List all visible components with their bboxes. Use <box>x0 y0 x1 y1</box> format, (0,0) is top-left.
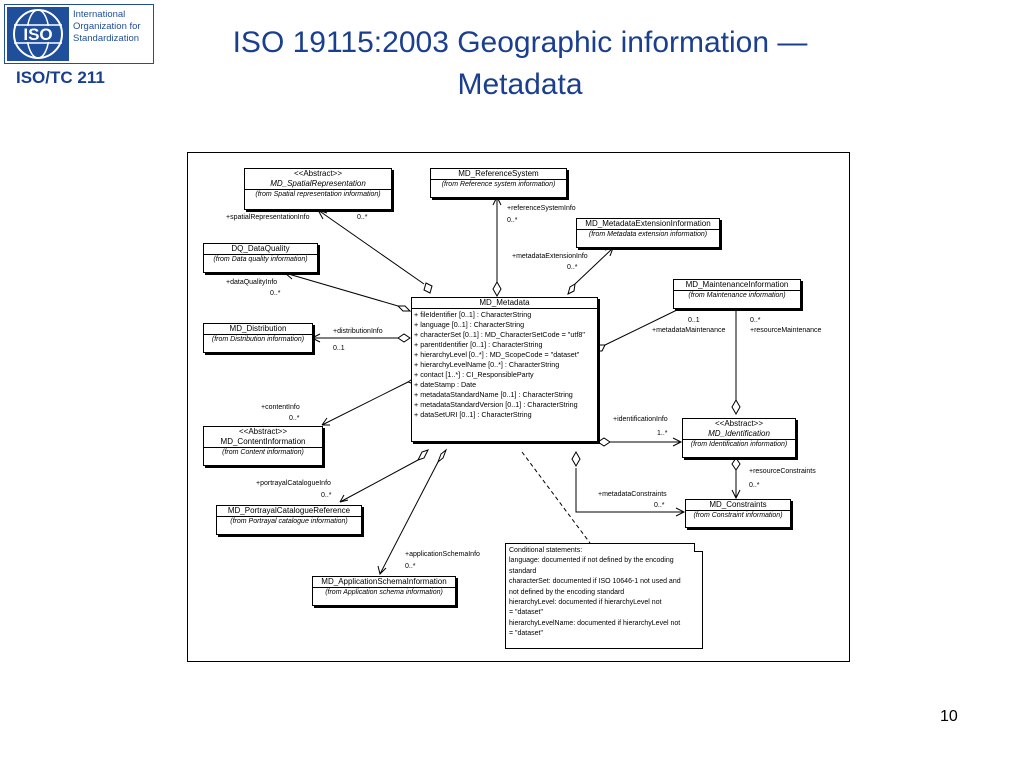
note-line: language: documented if not defined by the encoding <box>509 557 674 565</box>
appschema-class-name: MD_ApplicationSchemaInformation <box>321 577 447 586</box>
quality-aggregation-diamond <box>398 306 410 311</box>
content-class-name: MD_ContentInformation <box>220 437 306 446</box>
maintenance-class-name: MD_MaintenanceInformation <box>685 280 789 289</box>
iso-logo-letters: ISO <box>23 25 53 44</box>
metadata-attribute: + metadataStandardName [0..1] : CharacterString <box>414 390 573 399</box>
constraints-class-name: MD_Constraints <box>709 500 767 509</box>
extension-aggregation-diamond <box>568 284 575 294</box>
role-resource-maintenance: +resourceMaintenance <box>750 327 822 334</box>
class-md-constraints <box>685 499 791 528</box>
class-md-distribution <box>203 323 313 353</box>
role-resource-constraints: +resourceConstraints <box>749 468 816 475</box>
class-md-referencesystem <box>430 168 567 198</box>
mult-resource-constraints: 0..* <box>749 482 760 489</box>
metadata-attribute: + dateStamp : Date <box>414 380 477 389</box>
committee-label: ISO/TC 211 <box>16 68 105 87</box>
note-line: not defined by the encoding standard <box>509 588 625 596</box>
mult-portrayal: 0..* <box>321 492 332 499</box>
portrayal-package: (from Portrayal catalogue information) <box>230 518 348 525</box>
metadata-attribute: + language [0..1] : CharacterString <box>414 320 525 329</box>
class-md-spatialrepresentation <box>244 168 392 210</box>
resource-constraints-diamond <box>732 458 740 470</box>
metadata-class-name: MD_Metadata <box>479 298 530 307</box>
quality-association <box>285 273 398 306</box>
role-spatial: +spatialRepresentationInfo <box>226 214 310 221</box>
metadata-constraints-association <box>576 468 684 512</box>
extension-package: (from Metadata extension information) <box>588 231 708 238</box>
note-line: = "dataset" <box>509 609 543 617</box>
resource-maintenance-diamond <box>732 400 740 414</box>
metadata-attribute: + fileIdentifier [0..1] : CharacterString <box>414 310 532 319</box>
mult-metadata-constraints: 0..* <box>654 502 665 509</box>
class-dq-dataquality <box>203 243 318 273</box>
metadata-attribute: + characterSet [0..1] : MD_CharacterSetCode = "utf8" <box>414 330 585 339</box>
reference-package: (from Reference system information) <box>441 181 556 188</box>
metadata-attribute: + hierarchyLevel [0..*] : MD_ScopeCode = "dataset" <box>414 350 580 359</box>
note-line: Conditional statements: <box>509 547 583 554</box>
portrayal-class-name: MD_PortrayalCatalogueReference <box>227 506 351 515</box>
quality-class-name: DQ_DataQuality <box>231 244 290 253</box>
role-content: +contentInfo <box>261 404 300 411</box>
logo-line-3: Standardization <box>73 33 140 44</box>
identification-aggregation-diamond <box>598 438 610 446</box>
class-md-maintenanceinformation <box>673 279 801 309</box>
class-md-metadataextensioninformation <box>576 218 720 248</box>
metadata-attribute: + parentIdentifier [0..1] : CharacterString <box>414 340 543 349</box>
metadata-attribute: + dataSetURI [0..1] : CharacterString <box>414 410 532 419</box>
portrayal-aggregation-diamond <box>418 450 428 460</box>
appschema-aggregation-diamond <box>438 450 446 462</box>
mult-maintenance-1: 0..1 <box>688 317 700 324</box>
note-anchor-line <box>522 452 590 543</box>
note-line: hierarchyLevel: documented if hierarchyLevel not <box>509 599 662 607</box>
role-portrayal: +portrayalCatalogueInfo <box>256 480 331 487</box>
role-identification: +identificationInfo <box>613 416 668 423</box>
distribution-aggregation-diamond <box>398 334 410 342</box>
page-number: 10 <box>940 708 958 725</box>
content-stereotype: <<Abstract>> <box>238 427 288 436</box>
distribution-package: (from Distribution information) <box>211 336 305 343</box>
metadata-attribute: + contact [1..*] : CI_ResponsibleParty <box>414 370 534 379</box>
content-package: (from Content information) <box>222 449 304 456</box>
role-reference: +referenceSystemInfo <box>507 205 576 212</box>
quality-package: (from Data quality information) <box>213 256 308 263</box>
conditional-statements-note <box>505 543 703 649</box>
class-md-contentinformation <box>203 426 323 466</box>
metadata-attribute: + metadataStandardVersion [0..1] : CharacterString <box>414 400 578 409</box>
identification-package: (from Identification information) <box>690 441 788 448</box>
mult-appschema: 0..* <box>405 563 416 570</box>
class-md-metadata <box>411 297 598 442</box>
reference-class-name: MD_ReferenceSystem <box>458 169 539 178</box>
metadata-attribute-list <box>412 309 597 421</box>
note-line: standard <box>509 567 537 575</box>
mult-identification: 1..* <box>657 430 668 437</box>
portrayal-association <box>340 460 418 502</box>
role-metadata-maintenance: +metadataMaintenance <box>652 327 726 334</box>
mult-distribution: 0..1 <box>333 345 345 352</box>
mult-reference: 0..* <box>507 217 518 224</box>
class-md-applicationschemainformation <box>312 576 456 606</box>
spatial-association <box>318 210 424 284</box>
slide-title-line-1: ISO 19115:2003 Geographic information — <box>232 26 808 59</box>
spatial-aggregation-diamond <box>424 283 432 293</box>
note-line: hierarchyLevelName: documented if hierarchyLevel not <box>509 619 681 627</box>
spatial-class-name: MD_SpatialRepresentation <box>270 179 366 188</box>
extension-class-name: MD_MetadataExtensionInformation <box>585 219 711 228</box>
identification-stereotype: <<Abstract>> <box>714 419 764 428</box>
spatial-package: (from Spatial representation information) <box>255 191 381 198</box>
role-extension: +metadataExtensionInfo <box>512 253 588 260</box>
note-line: = "dataset" <box>509 630 543 638</box>
role-appschema: +applicationSchemaInfo <box>405 551 480 558</box>
constraints-package: (from Constraint information) <box>693 512 783 519</box>
class-md-portrayalcataloguereference <box>216 505 362 535</box>
appschema-package: (from Application schema information) <box>325 589 443 596</box>
identification-class-name: MD_Identification <box>708 429 770 438</box>
note-line: characterSet: documented if ISO 10646-1 not used and <box>509 578 681 586</box>
logo-line-1: International <box>73 9 126 20</box>
slide-title-line-2: Metadata <box>457 68 583 101</box>
role-metadata-constraints: +metadataConstraints <box>598 491 667 498</box>
role-quality: +dataQualityInfo <box>226 279 278 286</box>
reference-aggregation-diamond <box>493 282 501 296</box>
maintenance-package: (from Maintenance information) <box>688 292 786 299</box>
mult-spatial: 0..* <box>357 214 368 221</box>
mult-extension: 0..* <box>567 264 578 271</box>
mult-content: 0..* <box>289 415 300 422</box>
class-md-identification <box>682 418 796 458</box>
distribution-class-name: MD_Distribution <box>229 324 287 333</box>
logo-line-2: Organization for <box>73 21 141 32</box>
spatial-stereotype: <<Abstract>> <box>293 169 343 178</box>
role-distribution: +distributionInfo <box>333 328 383 335</box>
metadata-constraints-diamond <box>572 452 580 466</box>
content-association <box>322 382 408 425</box>
mult-quality: 0..* <box>270 290 281 297</box>
metadata-attribute: + hierarchyLevelName [0..*] : CharacterString <box>414 360 560 369</box>
mult-maintenance-2: 0..* <box>750 317 761 324</box>
